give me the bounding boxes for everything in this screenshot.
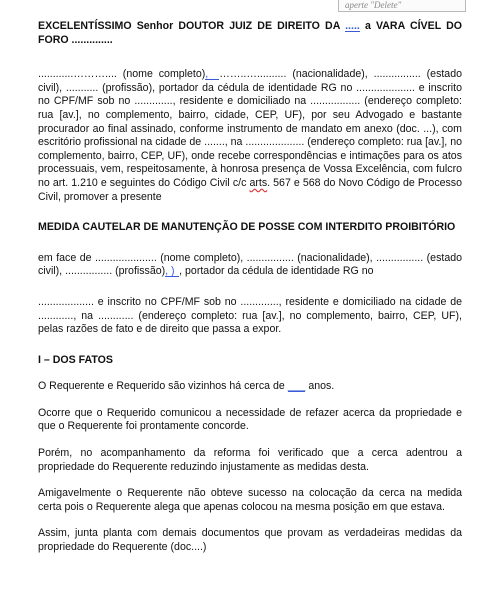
defendant-profession-field[interactable]: , ) [165,266,179,277]
years-field[interactable]: ___ [287,380,306,393]
facts-paragraph-4: Amigavelmente o Requerente não obteve sucesso na colocação da cerca na medida certa pois o Requerente alega que apenas colocou na mesma posição em que estava. [38,487,462,513]
action-title: MEDIDA CAUTELAR DE MANUTENÇÃO DE POSSE COM INTERDITO PROIBITÓRIO [38,221,456,234]
plaintiff-name-field[interactable]: , [205,69,219,80]
court-number-field[interactable]: ..... [345,20,360,32]
plaintiff-qualification-paragraph: ............……….... (nome completo), ……..….......... (nacionalidade), ................ (estado civil), ........... (profissão), portador da cédula de identidade RG no .................... e inscrito no CPF/MF sob no ............., residente e domiciliado na ................. (endereço completo: rua [av.], no complemento, bairro, cidade, CEP, UF), por seu Advogado e bastante procurador ao final assinado, conforme instrumento de mandato em anexo (doc. ...), com escritório profissional na cidade de ......., na .................... (endereço completo: rua [av.], no complemento, bairro, CEP, UF), onde recebe correspondências e intimações para os atos processuais, vem, respeitosamente, à honrosa presença de Vossa Excelência, com fulcro no art. 1.210 e seguintes do Código Civil c/c arts. 567 e 568 do Novo Código de Processo Civil, promover a presente [38,68,462,203]
facts-paragraph-1: O Requerente e Requerido são vizinhos há cerca de ___ anos. [38,380,335,393]
defendant-qualification-paragraph: em face de ..................... (nome completo), ................ (nacionalidade), ................ (estado civil), ................ (profissão), ) , portador da cédula de identidade RG no [38,251,462,278]
court-address-heading: EXCELENTÍSSIMO Senhor DOUTOR JUIZ DE DIREITO DA ..... a VARA CÍVEL DO FORO .............. [38,20,462,46]
spellcheck-marked-word: arts [249,176,268,189]
defendant-address-paragraph: ................... e inscrito no CPF/MF sob no ............., residente e domiciliado na cidade de ............, na ............ (endereço completo: rua [av.], no complemento, bairro, CEP, UF), pelas razões de fato e de direito que passa a expor. [38,295,462,336]
facts-paragraph-2: Ocorre que o Requerido comunicou a necessidade de refazer acerca da propriedade e que o Requerente foi prontamente concorde. [38,406,462,433]
facts-paragraph-5: Assim, junta planta com demais documentos que provam as verdadeiras medidas da propriedade do Requerente (doc....) [38,527,462,554]
facts-paragraph-3: Porém, no acompanhamento da reforma foi verificado que a cerca adentrou a propriedade do Requerente reduzindo injustamente as medidas desta. [38,447,462,473]
facts-heading: I – DOS FATOS [38,353,113,366]
document-page [38,20,462,555]
delete-hint-tooltip: aperte "Delete" [338,0,466,12]
